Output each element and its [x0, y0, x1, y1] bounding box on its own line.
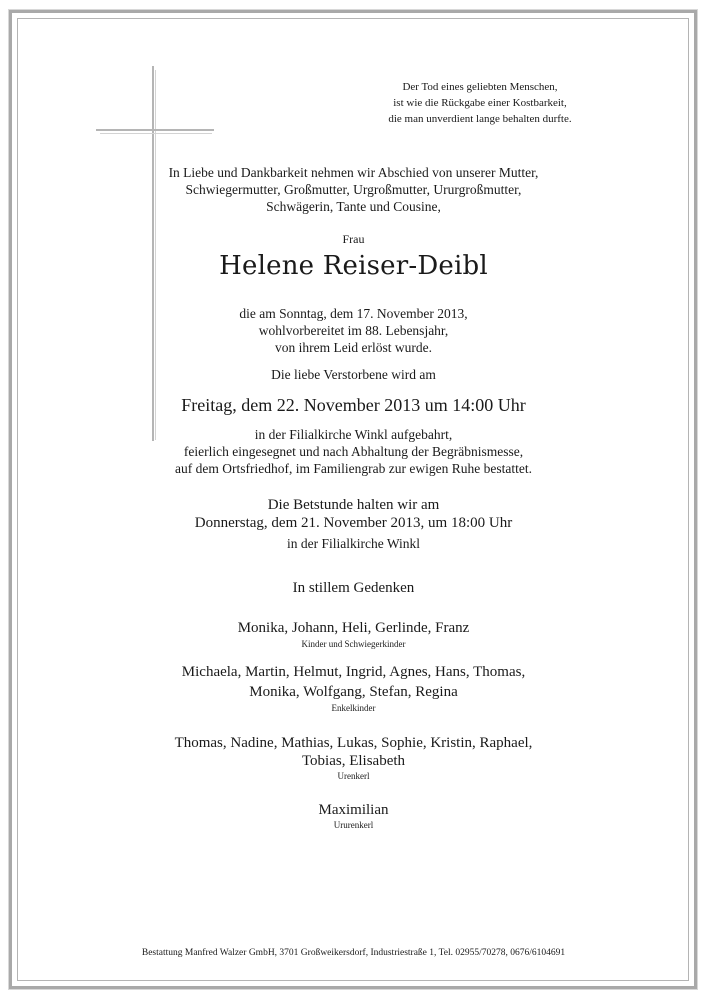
remembrance: In stillem Gedenken: [292, 580, 415, 596]
family-names: Maximilian: [318, 802, 389, 818]
family-names: Thomas, Nadine, Mathias, Lukas, Sophie, Kristin, Raphael,: [174, 735, 533, 751]
intro-line: Schwägerin, Tante und Cousine,: [266, 199, 441, 214]
funeral-detail-line: auf dem Ortsfriedhof, im Familiengrab zur ewigen Ruhe bestattet.: [175, 461, 532, 476]
family-role: Kinder und Schwiegerkinder: [301, 639, 406, 649]
deceased-name: Helene Reiser-Deibl: [219, 251, 488, 281]
death-info-line: die am Sonntag, dem 17. November 2013,: [239, 306, 468, 321]
salutation: Frau: [342, 232, 365, 246]
footer-funeral-home: Bestattung Manfred Walzer GmbH, 3701 Großweikersdorf, Industriestraße 1, Tel. 02955/70278, 0676/6104691: [141, 948, 566, 958]
funeral-intro: Die liebe Verstorbene wird am: [271, 367, 436, 382]
death-info-line: von ihrem Leid erlöst wurde.: [274, 340, 433, 355]
family-role: Enkelkinder: [331, 703, 376, 713]
family-names: Monika, Johann, Heli, Gerlinde, Franz: [237, 620, 470, 636]
quote-line: die man unverdient lange behalten durfte.: [388, 113, 572, 125]
prayer-place: in der Filialkirche Winkl: [286, 536, 421, 551]
intro-line: In Liebe und Dankbarkeit nehmen wir Abschied von unserer Mutter,: [168, 165, 539, 180]
funeral-date: Freitag, dem 22. November 2013 um 14:00 Uhr: [181, 395, 526, 415]
death-info-line: wohlvorbereitet im 88. Lebensjahr,: [258, 323, 449, 338]
quote: [330, 79, 630, 127]
family-role: Urenkerl: [337, 771, 370, 781]
funeral-detail-line: feierlich eingesegnet und nach Abhaltung der Begräbnismesse,: [183, 444, 524, 459]
family-names: Monika, Wolfgang, Stefan, Regina: [249, 684, 458, 700]
intro-line: Schwiegermutter, Großmutter, Urgroßmutter, Ururgroßmutter,: [185, 182, 522, 197]
family-role: Ururenkerl: [333, 820, 374, 830]
funeral-detail-line: in der Filialkirche Winkl aufgebahrt,: [254, 427, 453, 442]
family-names: Michaela, Martin, Helmut, Ingrid, Agnes, Hans, Thomas,: [181, 664, 526, 680]
family-names: Tobias, Elisabeth: [301, 753, 406, 769]
prayer-intro: Die Betstunde halten wir am: [267, 497, 440, 513]
quote-line: Der Tod eines geliebten Menschen,: [402, 81, 558, 93]
quote-line: ist wie die Rückgabe einer Kostbarkeit,: [393, 97, 567, 109]
prayer-date: Donnerstag, dem 21. November 2013, um 18:00 Uhr: [194, 515, 513, 531]
